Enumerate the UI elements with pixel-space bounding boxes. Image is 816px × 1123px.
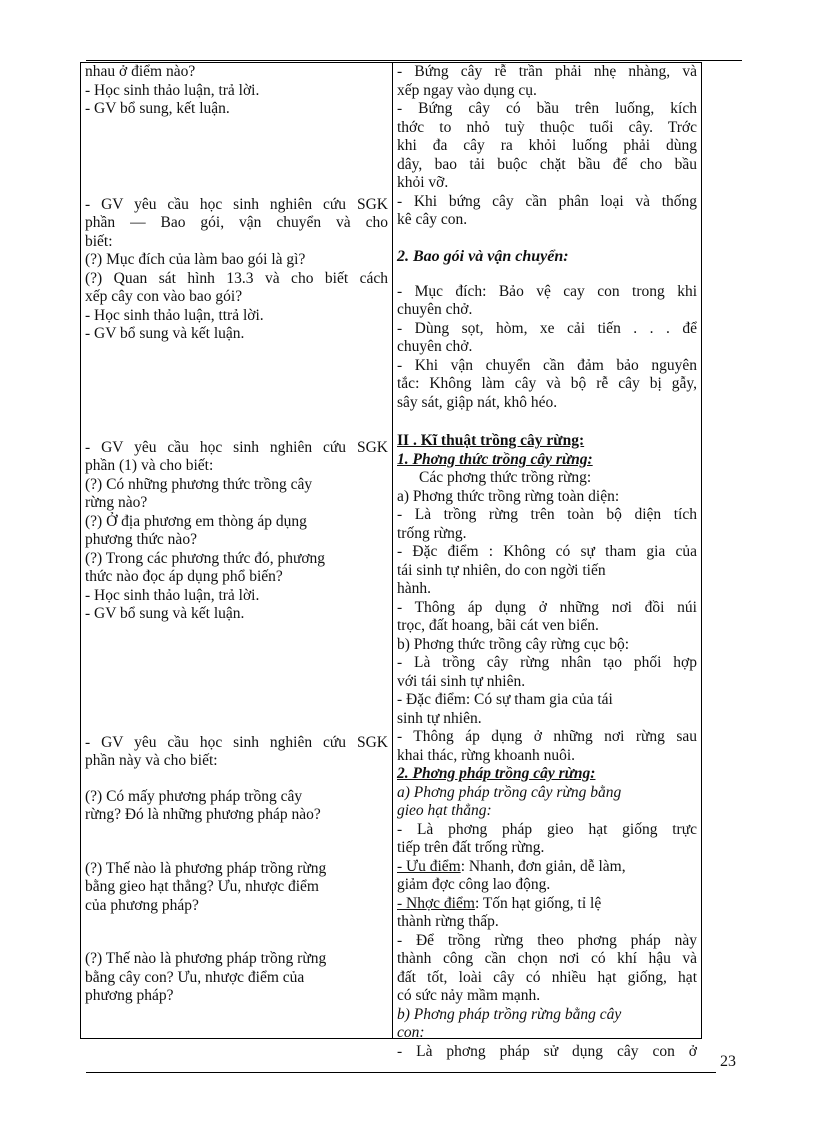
left-line: thức nào đọc áp dụng phổ biến? [85,568,283,585]
right-line: khỏi vỡ. [397,174,449,191]
left-line: (?) Ở địa phương em thòng áp dụng [85,512,307,530]
right-line: tắc: Không làm cây và bộ rễ cây bị gẫy, [397,375,697,392]
left-line: biết: [85,232,113,250]
footer-rule [86,1072,716,1073]
left-line: nhau ở điểm nào? [85,63,196,80]
right-line: - Khi bứng cây cần phân loại và thống [397,192,697,210]
left-line: (?) Mục đích của làm bao gói là gì? [85,251,306,268]
left-line: - GV bổ sung và kết luận. [85,325,245,342]
right-line: gieo hạt thẳng: [397,802,492,819]
left-line: (?) Thế nào là phương pháp trồng rừng [85,950,327,967]
advantage-label: - Ưu điểm [397,857,461,875]
right-line: con: [397,1024,425,1041]
disadvantage-text: : Tốn hạt giống, tỉ lệ [474,894,602,912]
right-line: thành công cần chọn nơi có khí hậu và [397,950,697,967]
right-line: xếp ngay vào dụng cụ. [397,81,537,99]
right-line: b) Phơng pháp trồng rừng bằng cây [397,1005,622,1023]
left-line: rừng? Đó là những phương pháp nào? [85,806,321,823]
left-line: của phương pháp? [85,896,199,914]
subheading-methods: 1. Phơng thức trồng cây rừng: [397,450,593,468]
right-line: sây sát, giập nát, khô héo. [397,393,558,411]
left-line: (?) Có những phương thức trồng cây [85,475,313,493]
left-line: - GV yêu cầu học sinh nghiên cứu SGK [85,733,388,751]
left-line: (?) Quan sát hình 13.3 và cho biết cách [85,269,388,287]
disadvantage-label: - Nhợc điểm [397,894,475,912]
right-line: hành. [397,580,432,597]
header-rule [86,60,742,61]
left-line: bằng cây con? Ưu, nhược điểm của [85,968,305,986]
right-line: với tái sinh tự nhiên. [397,672,526,690]
right-line: - Dùng sọt, hòm, xe cải tiến . . . để [397,319,697,337]
left-line: - Học sinh thảo luận, trả lời. [85,81,260,99]
left-line: xếp cây con vào bao gói? [85,288,243,305]
right-line: b) Phơng thức trồng cây rừng cục bộ: [397,635,630,653]
lesson-table [80,62,702,1060]
right-line [397,895,697,914]
left-line: rừng nào? [85,494,148,511]
right-line: - Để trồng rừng theo phơng pháp này [397,931,697,949]
right-line: a) Phơng pháp trồng cây rừng bằng [397,783,622,801]
right-line: chuyên chở. [397,338,473,355]
right-line: - Bứng cây có bầu trên luống, kích [397,100,697,117]
section-heading-packing: 2. Bao gói và vận chuyển: [397,247,569,265]
right-line: kê cây con. [397,211,468,228]
left-line: (?) Có mấy phương pháp trồng cây [85,787,303,805]
left-line: - GV yêu cầu học sinh nghiên cứu SGK [85,195,388,213]
advantage-text: : Nhanh, đơn giản, dễ làm, [460,857,626,875]
content-column [393,63,702,1060]
right-line: - Bứng cây rễ trần phải nhẹ nhàng, và [397,63,697,80]
left-line: phần (1) và cho biết: [85,457,214,474]
right-line: - Thông áp dụng ở những nơi rừng sau [397,728,697,745]
right-line: thành rừng thấp. [397,913,499,930]
right-line: chuyên chở. [397,301,473,318]
right-line [397,858,697,877]
left-line: - GV bổ sung và kết luận. [85,605,245,622]
left-line: phần này và cho biết: [85,752,218,769]
right-line: - Là phơng pháp sử dụng cây con ở [397,1042,697,1060]
right-line: giảm đợc công lao động. [397,876,551,893]
right-line: a) Phơng thức trồng rừng toàn diện: [397,487,620,505]
right-line: - Là trồng cây rừng nhân tạo phối hợp [397,654,697,671]
right-line: dây, bao tải buộc chặt bầu để cho bầu [397,155,697,173]
right-line: sinh tự nhiên. [397,709,482,727]
right-line: khi đa cây ra khỏi luống phải dùng [397,137,697,154]
right-line: - Đặc điểm : Không có sự tham gia của [397,543,697,560]
right-line: - Mục đích: Bảo vệ cay con trong khi [397,282,697,300]
right-line: khai thác, rừng khoanh nuôi. [397,746,576,764]
right-line: tái sinh tự nhiên, do con ngời tiến [397,561,606,579]
right-line: - Là phơng pháp gieo hạt giống trực [397,820,697,838]
right-line: - Là trồng rừng trên toàn bộ diện tích [397,506,697,523]
right-line: đất tốt, loài cây có nhiều hạt giống, hạt [397,968,697,986]
left-line: - GV bổ sung, kết luận. [85,100,230,117]
right-line: thớc to nhỏ tuỳ thuộc tuổi cây. Trớc [397,118,697,136]
right-line: Các phơng thức trồng rừng: [419,469,592,486]
right-line: tiếp trên đất trống rừng. [397,839,545,856]
right-line: có sức nảy mầm mạnh. [397,987,541,1004]
right-line: - Đặc điểm: Có sự tham gia của tái [397,691,613,708]
left-line: bằng gieo hạt thẳng? Ưu, nhược điểm [85,878,319,895]
left-line: phần — Bao gói, vận chuyển và cho [85,214,388,231]
left-line: (?) Thế nào là phương pháp trồng rừng [85,859,327,877]
left-line: - GV yêu cầu học sinh nghiên cứu SGK [85,438,388,456]
page-number: 23 [720,1053,736,1070]
left-line: phương thức nào? [85,531,197,548]
left-line: phương pháp? [85,987,174,1004]
subheading-techniques: 2. Phơng pháp trồng cây rừng: [397,765,596,782]
left-line: - Học sinh thảo luận, trả lời. [85,586,260,604]
left-line: - Học sinh thảo luận, ttrả lời. [85,306,264,324]
right-line: - Thông áp dụng ở những nơi đồi núi [397,598,697,616]
right-line: trọc, đất hoang, bãi cát ven biển. [397,617,599,634]
left-line: (?) Trong các phương thức đó, phương [85,549,326,567]
right-line: - Khi vận chuyển cần đảm bảo nguyên [397,356,697,374]
right-line: trống rừng. [397,524,467,542]
section-heading-planting: II . Kĩ thuật trồng cây rừng: [397,432,585,449]
teacher-activity-column [81,63,393,1039]
